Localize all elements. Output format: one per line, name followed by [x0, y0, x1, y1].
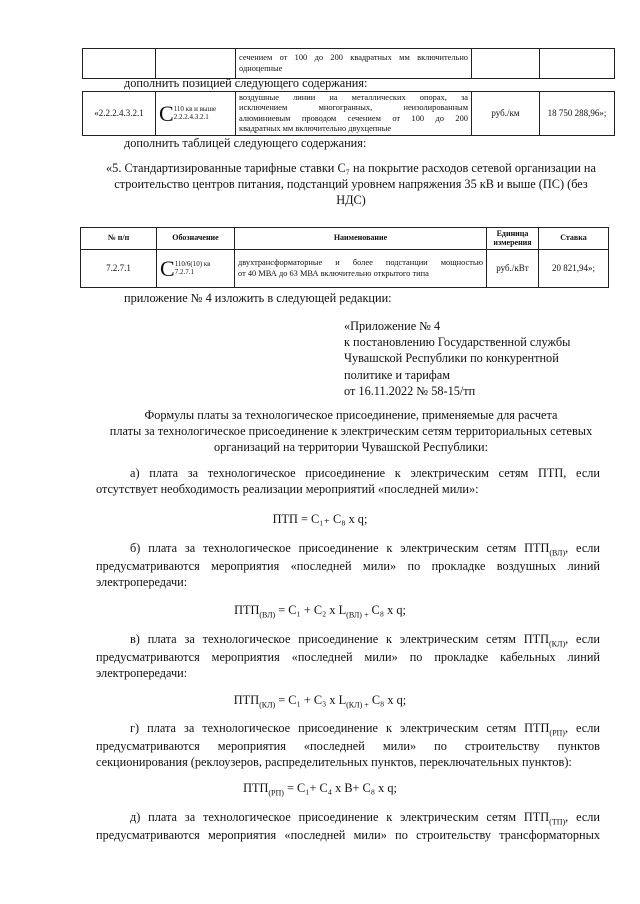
item-b: [96, 541, 600, 591]
item-g-text: г) плата за технологическое присоединение к электрическим сетям ПТП: [130, 721, 550, 735]
table3-row-unit: руб./кВт: [487, 250, 539, 288]
table3-code-letter: С: [160, 255, 175, 281]
table1-cell-num: [83, 49, 156, 79]
formula-c-part-3: С₈ х q;: [368, 693, 407, 707]
table1-cell-rate: [540, 49, 615, 79]
formula-b-sub-1: (ВЛ): [259, 610, 276, 620]
table3-row-code: [157, 250, 235, 288]
table3-row-name: [235, 250, 487, 288]
item-d-line-2: предусматриваются мероприятия «последней мили» по строительству трансформаторных: [96, 827, 600, 842]
intro-table: дополнить таблицей следующего содержания:: [124, 136, 367, 150]
formula-b: [0, 603, 640, 621]
item-d-text: д) плата за технологическое присоединение к электрическим сетям ПТП: [130, 810, 550, 824]
formula-g-part-2: = С₁+ С₄ х В+ С₈ х q;: [283, 781, 397, 795]
formula-g-sub-1: (РП): [268, 788, 284, 798]
table3-row-rate: 20 821,94»;: [539, 250, 609, 288]
section5-heading: [82, 161, 620, 209]
item-a: [96, 466, 600, 498]
table2-code-indices: [174, 106, 216, 121]
item-b-text: б) плата за технологическое присоединение к электрическим сетям ПТП: [130, 541, 550, 555]
table2-name: [236, 92, 472, 136]
intro-position: дополнить позицией следующего содержания:: [124, 76, 368, 90]
formula-c: [0, 693, 640, 711]
item-c-line-1: [96, 632, 600, 650]
table-section5: [80, 227, 609, 288]
annex-line-1: «Приложение № 4: [344, 319, 441, 333]
table3-code-sub: 7.2.7.1: [174, 267, 194, 276]
table3-header-unit-line-1: Единица: [496, 228, 529, 238]
table3-code-sup: 110/6(10) кв: [174, 260, 211, 269]
table2-name-line-4: квадратных мм включительно двухцепные: [239, 123, 392, 133]
item-a-line-1: а) плата за технологическое присоединение к электрическим сетям ПТП, если: [130, 466, 600, 480]
formula-g-part-1: ПТП: [243, 781, 269, 795]
table3-name-line-1: двухтрансформаторные и более подстанции мощностью: [238, 258, 483, 268]
item-d-line-1: [96, 810, 600, 828]
table3-header-rate: Ставка: [539, 228, 609, 250]
section5-heading-line-1: «5. Стандартизированные тарифные ставки С₇ на покрытие расходов сетевой организации на: [106, 161, 596, 175]
table3-header-name: Наименование: [235, 228, 487, 250]
item-g-text-end: , если: [564, 721, 600, 735]
table3-header-unit: [487, 228, 539, 250]
table3-header-num: № п/п: [81, 228, 157, 250]
item-b-text-end: , если: [565, 541, 600, 555]
item-g: [96, 721, 600, 771]
item-c-text-end: , если: [565, 632, 600, 646]
item-g-sub: (РП): [549, 728, 565, 738]
table3-header-unit-line-2: измерения: [493, 237, 532, 247]
table2-code: [156, 92, 236, 136]
formula-c-sub-2: (КЛ) +: [346, 700, 369, 710]
item-c-sub: (КЛ): [549, 639, 566, 649]
table1-name-line-2: одноцепные: [239, 63, 283, 73]
table2-name-line-3: алюминиевым проводом сечением от 100 до 200: [239, 113, 468, 123]
table-continuation: [82, 48, 615, 79]
table-row: [81, 250, 609, 288]
table1-name-line-1: сечением от 100 до 200 квадратных мм включительно: [239, 53, 468, 63]
page-title: [82, 408, 620, 456]
item-g-line-1: [96, 721, 600, 739]
item-g-line-3: секционирования (реклоузеров, распределительных пунктов, переключательных пунктов):: [96, 754, 572, 769]
formula-a: ПТП = С₁₊ С₈ х q;: [272, 512, 368, 526]
item-c-line-2: предусматриваются мероприятия «последней мили» по прокладке кабельных линий: [96, 649, 600, 664]
table2-code-sup: 110 кв и выше: [173, 105, 217, 114]
formula-b-sub-2: (ВЛ) +: [346, 610, 369, 620]
annex-line-2: к постановлению Государственной службы: [344, 335, 571, 350]
section5-heading-line-3: НДС): [336, 192, 366, 207]
annex-intro: приложение № 4 изложить в следующей редакции:: [124, 291, 392, 305]
table3-code-indices: [175, 261, 211, 276]
item-g-line-2: предусматриваются мероприятия «последней мили» по строительству пунктов: [96, 738, 600, 753]
annex-line-5: от 16.11.2022 № 58-15/тп: [344, 383, 476, 398]
item-b-line-1: [96, 541, 600, 559]
title-line-3: организаций на территории Чувашской Республики:: [213, 439, 489, 454]
item-c: [96, 632, 600, 682]
item-c-text: в) плата за технологическое присоединение к электрическим сетям ПТП: [130, 632, 550, 646]
table1-cell-name: [236, 49, 472, 79]
item-d-text-end: , если: [565, 810, 601, 824]
item-d: [96, 810, 600, 844]
title-line-1: Формулы платы за технологическое присоединение, применяемые для расчета: [144, 408, 558, 422]
table3-header-row: [81, 228, 609, 250]
formula-c-sub-1: (КЛ): [259, 700, 276, 710]
item-c-line-3: электропередачи:: [96, 665, 188, 680]
table2-name-line-1: воздушные линии на металлических опорах, за: [239, 93, 468, 102]
table1-cell-code: [156, 49, 236, 79]
table1-cell-unit: [472, 49, 540, 79]
table2-code-letter: С: [159, 100, 174, 126]
section5-heading-line-2: строительство центров питания, подстанций уровнем напряжения 35 кВ и выше (ПС) (без: [114, 176, 588, 191]
table3-name-line-2: от 40 МВА до 63 МВА включительно открытого типа: [238, 268, 429, 278]
table2-unit: руб./км: [472, 92, 540, 136]
table2-name-line-2: исключением многогранных, неизолированным: [239, 103, 468, 113]
item-a-line-2: отсутствует необходимость реализации мероприятий «последней мили»:: [96, 481, 479, 496]
table2-code-sub: 2.2.2.4.3.2.1: [173, 112, 209, 121]
table2-rate: 18 750 288,96»;: [540, 92, 615, 136]
formula-c-part-2: = С₁ + С₃ х L: [275, 693, 347, 707]
table2-num: «2.2.2.4.3.2.1: [83, 92, 156, 136]
annex-line-4: политике и тарифам: [344, 367, 451, 382]
annex-line-3: Чувашской Республики по конкурентной: [344, 351, 559, 366]
item-d-sub: (ТП): [549, 817, 566, 827]
formula-b-part-1: ПТП: [234, 603, 260, 617]
table3-row-num: 7.2.7.1: [81, 250, 157, 288]
item-b-line-3: электропередачи:: [96, 574, 188, 589]
item-b-sub: (ВЛ): [549, 548, 566, 558]
annex-block: [344, 318, 570, 399]
formula-b-part-3: С₈ х q;: [368, 603, 406, 617]
item-b-line-2: предусматриваются мероприятия «последней мили» по прокладке воздушных линий: [96, 558, 600, 573]
formula-c-part-1: ПТП: [233, 693, 260, 707]
title-line-2: платы за технологическое присоединение к электрическим сетям территориальных сетевых: [109, 423, 593, 438]
formula-b-part-2: = С₁ + С₂ х L: [275, 603, 347, 617]
table-position: [82, 91, 615, 136]
table3-header-code: Обозначение: [157, 228, 235, 250]
formula-g: [0, 781, 640, 799]
